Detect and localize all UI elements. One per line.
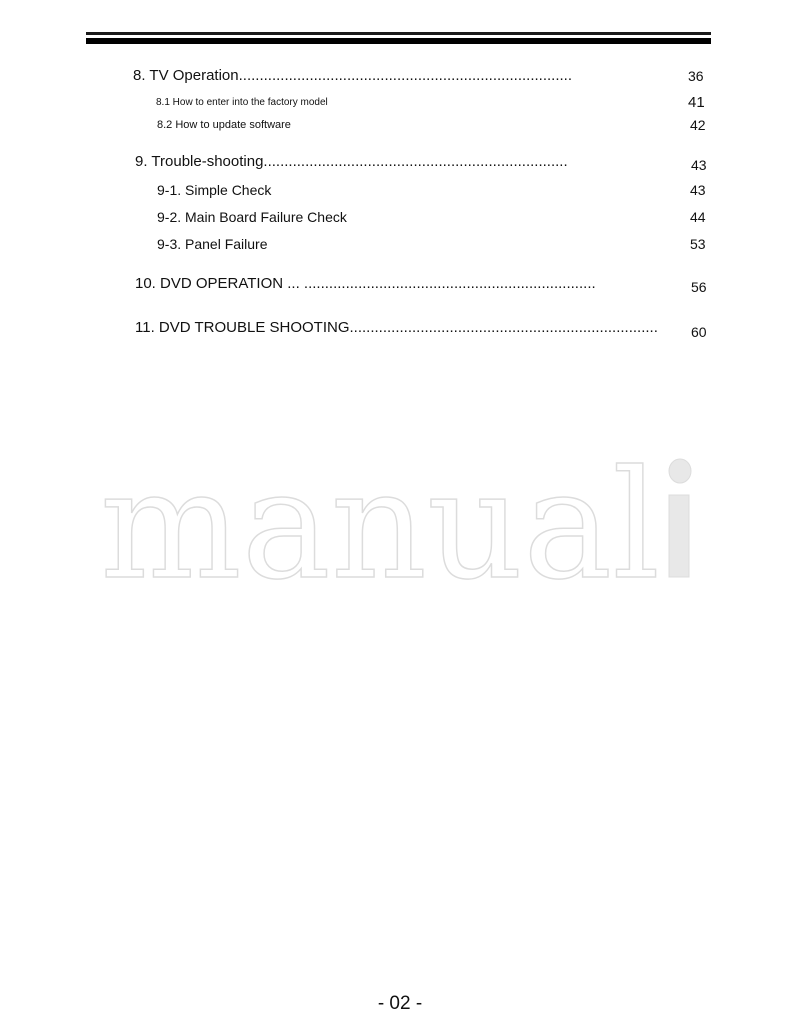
toc-page-number: 60 [691, 324, 707, 340]
toc-label: 8. TV Operation................................................................................ [133, 67, 573, 84]
watermark-logo-icon [100, 455, 700, 585]
toc-page-number: 53 [690, 236, 706, 252]
toc-page-number: 36 [688, 68, 704, 84]
page-number: - 02 - [377, 993, 423, 1014]
header-rule-thick [86, 38, 711, 44]
toc-page-number: 41 [688, 94, 705, 111]
toc-label: 8.1 How to enter into the factory model [156, 97, 328, 108]
manualslib-watermark [100, 455, 700, 585]
toc-label: 10. DVD OPERATION ... ...................................................................... [135, 275, 596, 292]
toc-page-number: 42 [690, 117, 706, 133]
toc-label: 9-2. Main Board Failure Check [157, 209, 347, 225]
toc-label: 11. DVD TROUBLE SHOOTING.......................................................................... [135, 319, 658, 336]
toc-page-number: 44 [690, 209, 706, 225]
toc-page-number: 56 [691, 279, 707, 295]
toc-label: 9-3. Panel Failure [157, 236, 268, 252]
toc-label: 8.2 How to update software [157, 119, 291, 131]
toc-page-number: 43 [690, 182, 706, 198]
toc-page-number: 43 [691, 157, 707, 173]
toc-label: 9-1. Simple Check [157, 182, 272, 198]
header-rule-thin [86, 32, 711, 35]
toc-label: 9. Trouble-shooting......................................................................... [135, 153, 568, 170]
watermark-text: manual [100, 455, 660, 585]
